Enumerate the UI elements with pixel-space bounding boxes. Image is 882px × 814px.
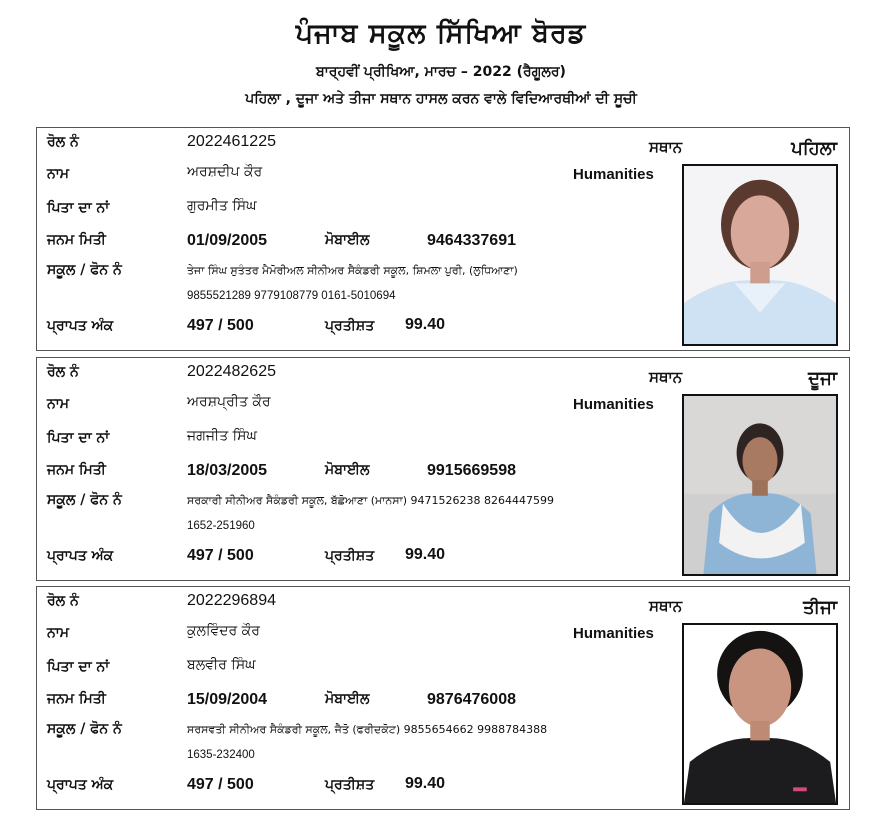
roll-label: ਰੋਲ ਨੰ xyxy=(47,593,79,609)
father-label: ਪਿਤਾ ਦਾ ਨਾਂ xyxy=(47,200,110,216)
name-label: ਨਾਮ xyxy=(47,625,69,641)
father-value: ਬਲਵੀਰ ਸਿੰਘ xyxy=(187,657,256,673)
board-title: ਪੰਜਾਬ ਸਕੂਲ ਸਿੱਖਿਆ ਬੋਰਡ xyxy=(295,18,587,49)
student-card-first xyxy=(36,127,850,351)
mobile-label: ਮੋਬਾਈਲ xyxy=(325,462,370,478)
phones-value: 1635-232400 xyxy=(187,749,255,761)
father-value: ਗੁਰਮੀਤ ਸਿੰਘ xyxy=(187,198,257,214)
name-value: ਅਰਸ਼ਦੀਪ ਕੌਰ xyxy=(187,164,263,180)
position-value: ਪਹਿਲਾ xyxy=(791,138,837,159)
roll-label: ਰੋਲ ਨੰ xyxy=(47,364,79,380)
student-card-third xyxy=(36,586,850,810)
stream-value: Humanities xyxy=(573,625,654,642)
stream-value: Humanities xyxy=(573,166,654,183)
school-value: ਸਰਸਵਤੀ ਸੀਨੀਅਰ ਸੈਕੰਡਰੀ ਸਕੂਲ, ਜੈਤੋ (ਫਰੀਦਕੋਟ) 9855654662 9988784388 xyxy=(187,723,548,736)
position-value: ਤੀਜਾ xyxy=(803,597,837,618)
position-value: ਦੂਜਾ xyxy=(808,368,837,389)
school-label: ਸਕੂਲ / ਫੋਨ ਨੰ xyxy=(47,721,122,737)
dob-label: ਜਨਮ ਮਿਤੀ xyxy=(47,691,106,707)
dob-label: ਜਨਮ ਮਿਤੀ xyxy=(47,232,106,248)
marks-value: 497 / 500 xyxy=(187,317,254,334)
mobile-value: 9464337691 xyxy=(427,232,516,249)
percent-value: 99.40 xyxy=(405,546,446,563)
percent-label: ਪ੍ਰਤੀਸ਼ਤ xyxy=(325,548,375,564)
roll-label: ਰੋਲ ਨੰ xyxy=(47,134,79,150)
dob-value: 01/09/2005 xyxy=(187,232,268,249)
position-label: ਸਥਾਨ xyxy=(649,138,683,156)
marks-value: 497 / 500 xyxy=(187,776,254,793)
marks-label: ਪ੍ਰਾਪਤ ਅੰਕ xyxy=(47,318,114,334)
name-label: ਨਾਮ xyxy=(47,166,69,182)
stream-value: Humanities xyxy=(573,396,654,413)
mobile-label: ਮੋਬਾਈਲ xyxy=(325,232,370,248)
marks-value: 497 / 500 xyxy=(187,547,254,564)
school-label: ਸਕੂਲ / ਫੋਨ ਨੰ xyxy=(47,492,122,508)
dob-label: ਜਨਮ ਮਿਤੀ xyxy=(47,462,106,478)
name-value: ਅਰਸ਼ਪ੍ਰੀਤ ਕੌਰ xyxy=(187,394,271,410)
marks-label: ਪ੍ਰਾਪਤ ਅੰਕ xyxy=(47,548,114,564)
school-value: ਸਰਕਾਰੀ ਸੀਨੀਅਰ ਸੈਕੰਡਰੀ ਸਕੂਲ, ਬੱਛੋਆਣਾ (ਮਾਨਸਾ) 9471526238 8264447599 xyxy=(187,494,555,507)
percent-value: 99.40 xyxy=(405,775,446,792)
percent-label: ਪ੍ਰਤੀਸ਼ਤ xyxy=(325,318,375,334)
position-label: ਸਥਾਨ xyxy=(649,368,683,386)
student-photo xyxy=(682,394,838,576)
student-card-second xyxy=(36,357,850,581)
roll-value: 2022482625 xyxy=(187,363,276,380)
student-photo xyxy=(682,623,838,805)
phones-value: 9855521289 9779108779 0161-5010694 xyxy=(187,290,396,302)
mobile-value: 9876476008 xyxy=(427,691,516,708)
exam-subtitle: ਬਾਰ੍ਹਵੀਂ ਪ੍ਰੀਖਿਆ, ਮਾਰਚ – 2022 (ਰੈਗੂਲਰ) xyxy=(316,64,566,80)
father-label: ਪਿਤਾ ਦਾ ਨਾਂ xyxy=(47,430,110,446)
list-description: ਪਹਿਲਾ , ਦੂਜਾ ਅਤੇ ਤੀਜਾ ਸਥਾਨ ਹਾਸਲ ਕਰਨ ਵਾਲੇ ਵਿਦਿਆਰਥੀਆਂ ਦੀ ਸੂਚੀ xyxy=(245,91,637,107)
school-value: ਤੇਜਾ ਸਿੰਘ ਸੁਤੰਤਰ ਮੈਮੋਰੀਅਲ ਸੀਨੀਅਰ ਸੈਕੰਡਰੀ ਸਕੂਲ, ਸ਼ਿਮਲਾ ਪੁਰੀ, (ਲੁਧਿਆਣਾ) xyxy=(187,264,518,277)
name-label: ਨਾਮ xyxy=(47,396,69,412)
name-value: ਕੁਲਵਿੰਦਰ ਕੌਰ xyxy=(187,623,260,639)
position-label: ਸਥਾਨ xyxy=(649,597,683,615)
roll-value: 2022461225 xyxy=(187,133,276,150)
percent-value: 99.40 xyxy=(405,316,446,333)
phones-value: 1652-251960 xyxy=(187,520,255,532)
father-label: ਪਿਤਾ ਦਾ ਨਾਂ xyxy=(47,659,110,675)
school-label: ਸਕੂਲ / ਫੋਨ ਨੰ xyxy=(47,262,122,278)
father-value: ਜਗਜੀਤ ਸਿੰਘ xyxy=(187,428,257,444)
marks-label: ਪ੍ਰਾਪਤ ਅੰਕ xyxy=(47,777,114,793)
mobile-value: 9915669598 xyxy=(427,462,516,479)
student-photo xyxy=(682,164,838,346)
mobile-label: ਮੋਬਾਈਲ xyxy=(325,691,370,707)
dob-value: 18/03/2005 xyxy=(187,462,268,479)
dob-value: 15/09/2004 xyxy=(187,691,268,708)
percent-label: ਪ੍ਰਤੀਸ਼ਤ xyxy=(325,777,375,793)
roll-value: 2022296894 xyxy=(187,592,276,609)
